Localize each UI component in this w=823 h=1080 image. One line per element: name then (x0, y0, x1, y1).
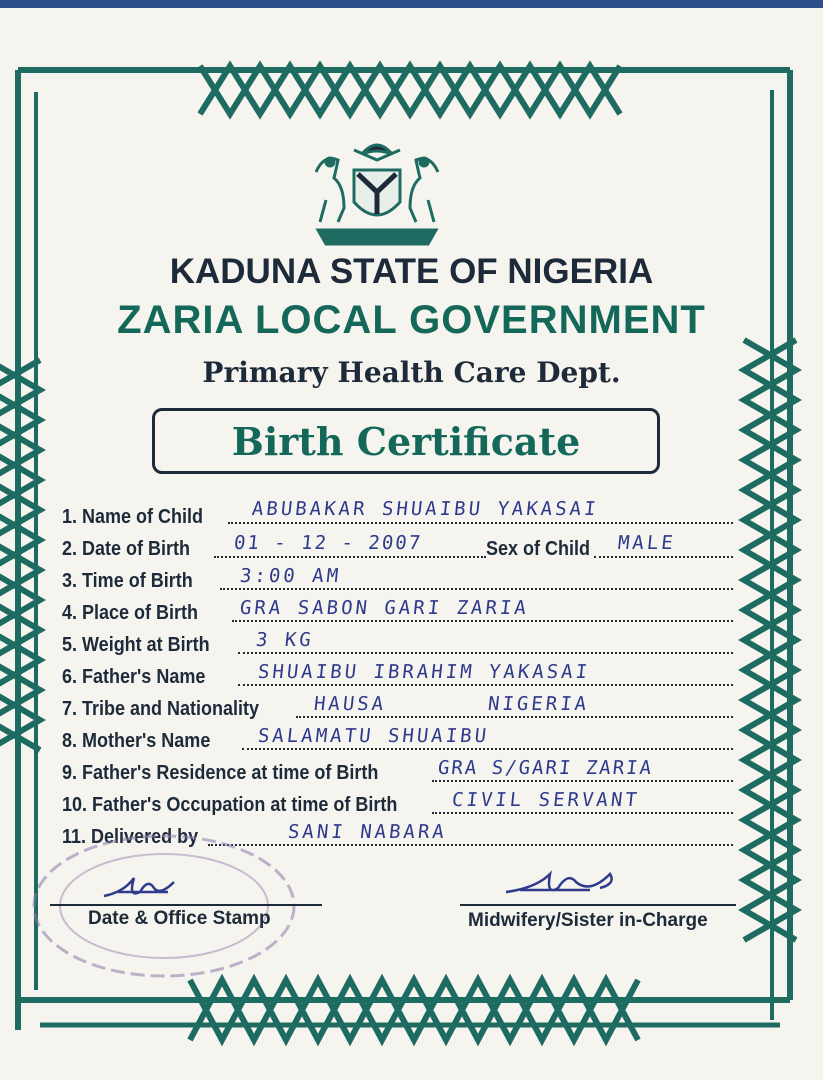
nationality-value: NIGERIA (486, 693, 591, 715)
sex-of-child-line (594, 556, 733, 558)
certificate-title: Birth Certificate (231, 418, 581, 464)
sex-of-child-value: MALE (616, 532, 677, 554)
mothers-name-line (242, 748, 733, 750)
fathers-occupation-line (432, 812, 733, 814)
date-office-stamp-label: Date & Office Stamp (88, 908, 271, 929)
tribe-nationality-label: 7. Tribe and Nationality (62, 698, 260, 720)
title-box (152, 408, 660, 474)
mothers-name-label: 8. Mother's Name (62, 730, 211, 752)
time-of-birth-label: 3. Time of Birth (62, 570, 193, 592)
name-of-child-label: 1. Name of Child (62, 506, 204, 528)
name-of-child-line (228, 522, 733, 524)
weight-at-birth-line (238, 652, 733, 654)
place-of-birth-line (232, 620, 733, 622)
coat-of-arms-icon (292, 132, 462, 252)
right-signature-line (460, 904, 736, 906)
tribe-nationality-line (296, 716, 733, 718)
fathers-name-value: SHUAIBU IBRAHIM YAKASAI (256, 661, 592, 683)
mothers-name-value: SALAMATU SHUAIBU (256, 725, 491, 747)
fathers-residence-line (432, 780, 733, 782)
date-of-birth-label: 2. Date of Birth (62, 538, 191, 560)
delivered-by-value: SANI NABARA (286, 821, 448, 843)
time-of-birth-value: 3:00 AM (238, 565, 343, 587)
tribe-value: HAUSA (312, 693, 388, 715)
left-signature-line (50, 904, 322, 906)
state-heading: KADUNA STATE OF NIGERIA (169, 252, 654, 291)
fathers-residence-label: 9. Father's Residence at time of Birth (62, 762, 379, 784)
sex-of-child-label: Sex of Child (486, 538, 591, 560)
date-of-birth-value: 01 - 12 - 2007 (232, 532, 424, 554)
local-government-heading: ZARIA LOCAL GOVERNMENT (117, 298, 706, 342)
time-of-birth-line (220, 588, 733, 590)
left-signature (100, 866, 190, 906)
midwifery-label: Midwifery/Sister in-Charge (468, 910, 708, 931)
name-of-child-value: ABUBAKAR SHUAIBU YAKASAI (250, 498, 600, 520)
fathers-occupation-label: 10. Father's Occupation at time of Birth (62, 794, 398, 816)
weight-at-birth-label: 5. Weight at Birth (62, 634, 210, 656)
fathers-name-label: 6. Father's Name (62, 666, 206, 688)
place-of-birth-value: GRA SABON GARI ZARIA (238, 597, 530, 619)
fathers-name-line (238, 684, 733, 686)
fathers-occupation-value: CIVIL SERVANT (450, 789, 641, 811)
place-of-birth-label: 4. Place of Birth (62, 602, 199, 624)
delivered-by-label: 11. Delivered by (62, 826, 199, 848)
department-heading: Primary Health Care Dept. (202, 356, 621, 389)
fathers-residence-value: GRA S/GARI ZARIA (436, 757, 655, 779)
date-of-birth-line (214, 556, 486, 558)
weight-at-birth-value: 3 KG (254, 629, 315, 651)
right-signature (500, 862, 620, 904)
